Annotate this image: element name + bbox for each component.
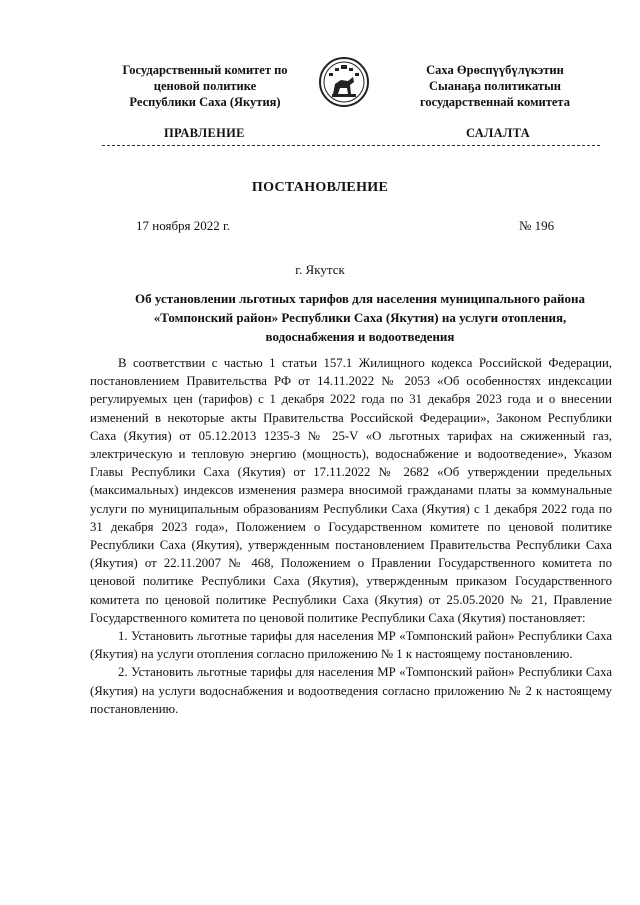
header-left-org: [95, 62, 315, 110]
header-left-line: Республики Саха (Якутия): [129, 95, 281, 109]
document-city: г. Якутск: [295, 262, 345, 277]
document-body: [90, 354, 612, 718]
header-left-line: ценовой политике: [153, 79, 257, 93]
header-divider: [102, 145, 600, 146]
document-type: ПОСТАНОВЛЕНИЕ: [251, 180, 389, 195]
document-number: № 196: [519, 218, 555, 233]
document-date: 17 ноября 2022 г.: [136, 218, 231, 233]
document-title: Об установлении льготных тарифов для населения муниципального района «Томпонский район» Республики Саха (Якутия) на услуги отопления, водоснабжения и водоотведения: [135, 291, 585, 344]
sakha-emblem-icon: [318, 56, 370, 108]
header-right-sub: САЛАЛТА: [466, 126, 530, 140]
header-right-line: Сыанаҕа политикатын: [429, 79, 561, 93]
header-right-org: [390, 62, 600, 110]
body-paragraph: В соответствии с частью 1 статьи 157.1 Жилищного кодекса Российской Федерации, постановлением Правительства РФ от 14.11.2022 № 2053 «Об особенностях индексации регулируемых цен (тарифов) с 1 декабря 2022 года по 31 декабря 2023 года и о внесении изменений в некоторые акты Правительства Российской Федерации», Законом Республики Саха (Якутия) от 05.12.2013 1235-З № 25-V «О льготных тарифах на сжиженный газ, электрическую и тепловую энергию (мощность), водоснабжение и водоотведение», Указом Главы Республики Саха (Якутия) от 17.11.2022 № 2682 «Об утверждении предельных (максимальных) индексов изменения размера вносимой гражданами платы за коммунальные услуги по муниципальным образованиям Республики Саха (Якутия) с 1 декабря 2022 года по 31 декабря 2023 года», Положением о Государственном комитете по ценовой политике Республики Саха (Якутия), утвержденным постановлением Правительства Республики Саха (Якутия) от 22.11.2007 № 468, Положением о Правлении Государственного комитета по ценовой политике Республики Саха (Якутия), утвержденным приказом Государственного комитета по ценовой политике Республики Саха (Якутия) от 25.05.2020 № 21, Правление Государственного комитета по ценовой политике Республики Саха (Якутия) постановляет:: [90, 356, 612, 625]
body-paragraph: 1. Установить льготные тарифы для населения МР «Томпонский район» Республики Саха (Якутия) на услуги отопления согласно приложению № 1 к настоящему постановлению.: [90, 629, 612, 662]
body-paragraph: 2. Установить льготные тарифы для населения МР «Томпонский район» Республики Саха (Якутия) на услуги водоснабжения и водоотведения согласно приложению № 2 к настоящему постановлению.: [90, 665, 612, 716]
header-left-line: Государственный комитет по: [122, 63, 288, 77]
header-right-line: государственнай комитета: [420, 95, 570, 109]
header-right-line: Саха Өрөспүүбүлүкэтин: [426, 63, 564, 77]
header-left-sub: ПРАВЛЕНИЕ: [164, 126, 245, 140]
